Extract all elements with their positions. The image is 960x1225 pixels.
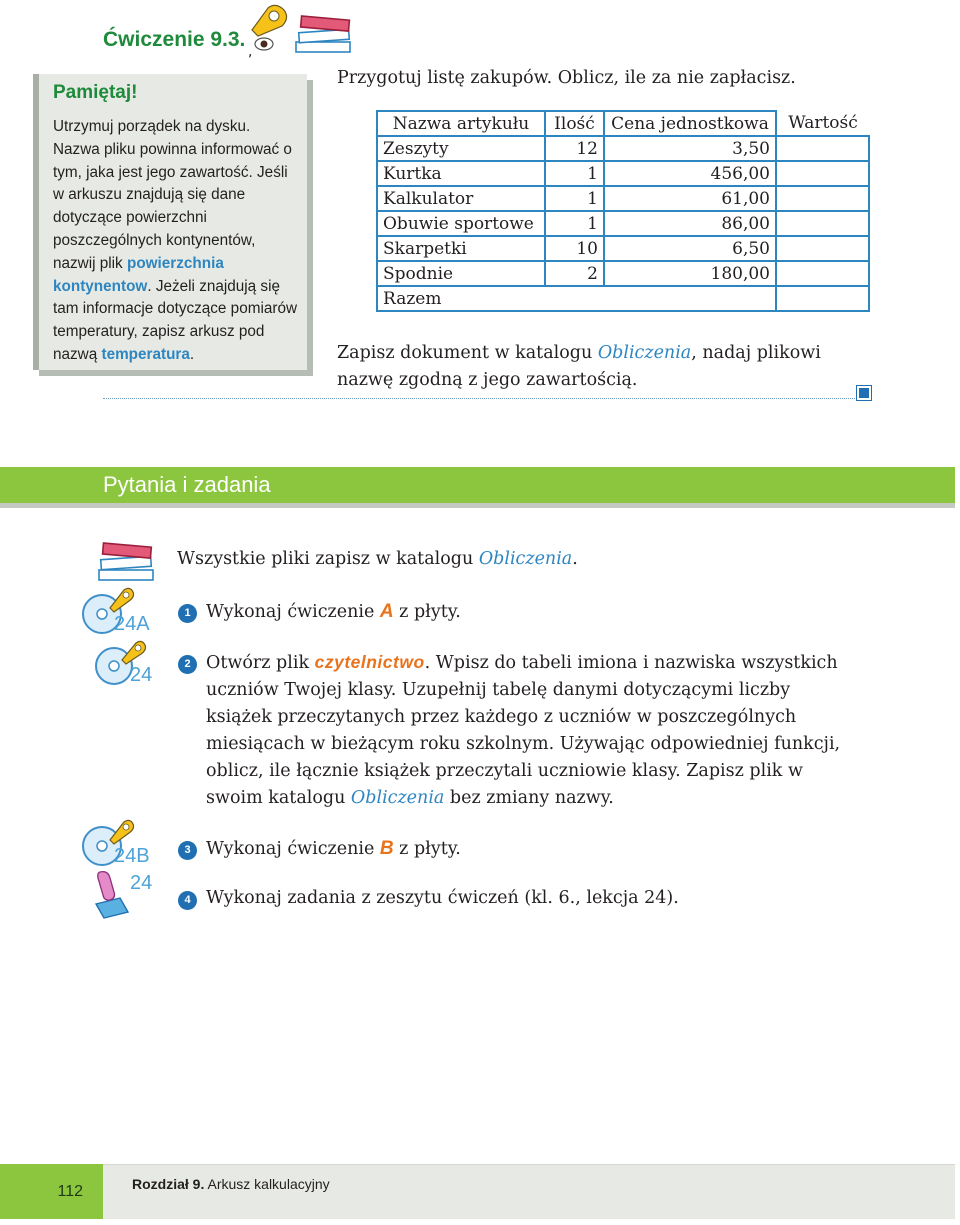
item-name-cell: Kalkulator — [377, 186, 545, 211]
table-row — [377, 236, 869, 261]
item-name-cell: Zeszyty — [377, 136, 545, 161]
item-price-cell: 61,00 — [604, 186, 776, 211]
remember-heading: Pamiętaj! — [53, 82, 138, 103]
section-title: Pytania i zadania — [103, 472, 271, 497]
item-price-cell: 6,50 — [604, 236, 776, 261]
item-value-cell — [776, 236, 869, 261]
item-price-cell: 180,00 — [604, 261, 776, 286]
folder-name: Obliczenia — [350, 788, 445, 808]
table-row — [377, 186, 869, 211]
exercise-title: Ćwiczenie 9.3. — [103, 28, 246, 51]
item-qty-cell: 1 — [545, 211, 604, 236]
item-qty-cell: 1 — [545, 161, 604, 186]
all-files-note: Wszystkie pliki zapisz w katalogu Obliczenia. — [177, 549, 578, 569]
task-number-badge: 1 — [178, 604, 197, 623]
page-number: 112 — [0, 1164, 103, 1219]
task-3 — [178, 835, 856, 863]
exercise-instruction: Przygotuj listę zakupów. Oblicz, ile za nie zapłacisz. — [337, 68, 796, 88]
exercise-end-marker — [857, 386, 871, 400]
table-row — [377, 261, 869, 286]
table-row — [377, 161, 869, 186]
task-text: Wykonaj zadania z zeszytu ćwiczeń (kl. 6., lekcja 24). — [206, 888, 679, 908]
task-number-badge: 4 — [178, 891, 197, 910]
item-value-cell — [776, 161, 869, 186]
item-name-cell: Spodnie — [377, 261, 545, 286]
task-text: Wykonaj ćwiczenie B z płyty. — [206, 838, 461, 859]
remember-text: Utrzymuj porządek na dysku. Nazwa pliku powinna informować o tym, jaka jest jego zawartość. Jeśli w arkuszu znajdują się dane dotyczące powierzchni poszczególnych kontynentów, nazwij plik powierzchnia kontynentow. Jeżeli znajdują się tam informacje dotyczące pomiarów temperatury, zapisz arkusz pod nazwą temperatura. — [53, 118, 297, 363]
disc-exercise-code: B — [379, 838, 394, 859]
cd-label-24b: 24B — [114, 845, 150, 867]
save-instruction: Zapisz dokument w katalogu Obliczenia, nadaj plikowi nazwę zgodną z jego zawartością. — [337, 343, 821, 390]
task-number-badge: 2 — [178, 655, 197, 674]
total-value-cell — [776, 286, 869, 311]
footer-chapter: Rozdział 9. Arkusz kalkulacyjny — [132, 1176, 330, 1192]
task-1 — [178, 598, 856, 626]
table-row — [377, 211, 869, 236]
filename-continents: powierzchnia kontynentow — [53, 254, 224, 295]
shopping-list-table — [376, 110, 870, 312]
task-text: Wykonaj ćwiczenie A z płyty. — [206, 601, 461, 622]
cd-label-24a: 24A — [114, 613, 150, 635]
cd-label-24: 24 — [130, 664, 153, 686]
books-icon — [96, 540, 158, 584]
item-qty-cell: 10 — [545, 236, 604, 261]
table-header-cell: Cena jednostkowa — [604, 111, 776, 136]
item-name-cell: Kurtka — [377, 161, 545, 186]
table-row — [377, 136, 869, 161]
item-qty-cell: 1 — [545, 186, 604, 211]
folder-name: Obliczenia — [478, 549, 573, 569]
table-header-cell: Nazwa artykułu — [377, 111, 545, 136]
table-header-cell: Ilość — [545, 111, 604, 136]
remember-box-content — [33, 74, 307, 370]
remember-box — [33, 74, 313, 376]
dotted-divider — [103, 398, 855, 399]
task-2 — [178, 649, 856, 812]
computer-work-icon — [248, 5, 287, 60]
task-number-badge: 3 — [178, 841, 197, 860]
workbook-hand-icon — [92, 868, 132, 920]
item-value-cell — [776, 136, 869, 161]
item-value-cell — [776, 186, 869, 211]
section-banner-shadow — [0, 503, 955, 508]
filename-temperature: temperatura — [101, 345, 190, 363]
item-price-cell: 86,00 — [604, 211, 776, 236]
task-4 — [178, 885, 856, 912]
item-price-cell: 3,50 — [604, 136, 776, 161]
item-value-cell — [776, 211, 869, 236]
table-total-row — [377, 286, 869, 311]
disc-exercise-code: A — [379, 601, 394, 622]
filename-code: czytelnictwo — [314, 652, 425, 672]
total-label-cell: Razem — [377, 286, 776, 311]
item-value-cell — [776, 261, 869, 286]
folder-name: Obliczenia — [597, 343, 692, 363]
item-name-cell: Skarpetki — [377, 236, 545, 261]
table-header-row — [377, 111, 869, 136]
task-text: Otwórz plik czytelnictwo. Wpisz do tabeli imiona i nazwiska wszystkich uczniów Twojej klasy. Uzupełnij tabelę danymi dotyczącymi liczby książek przeczytanych przez każdego z uczniów w poszczególnych miesiącach w bieżącym roku szkolnym. Używając odpowiedniej funkcji, oblicz, ile łącznie książek przeczytali uczniowie klasy. Zapisz plik w swoim katalogu Obliczenia bez zmiany nazwy. — [206, 652, 841, 808]
item-name-cell: Obuwie sportowe — [377, 211, 545, 236]
item-price-cell: 456,00 — [604, 161, 776, 186]
exercise-icons — [246, 4, 356, 60]
books-icon — [296, 16, 350, 52]
workbook-label-24: 24 — [130, 872, 153, 894]
item-qty-cell: 12 — [545, 136, 604, 161]
item-qty-cell: 2 — [545, 261, 604, 286]
svg-text:,: , — [248, 44, 253, 60]
table-header-cell: Wartość — [776, 111, 869, 136]
